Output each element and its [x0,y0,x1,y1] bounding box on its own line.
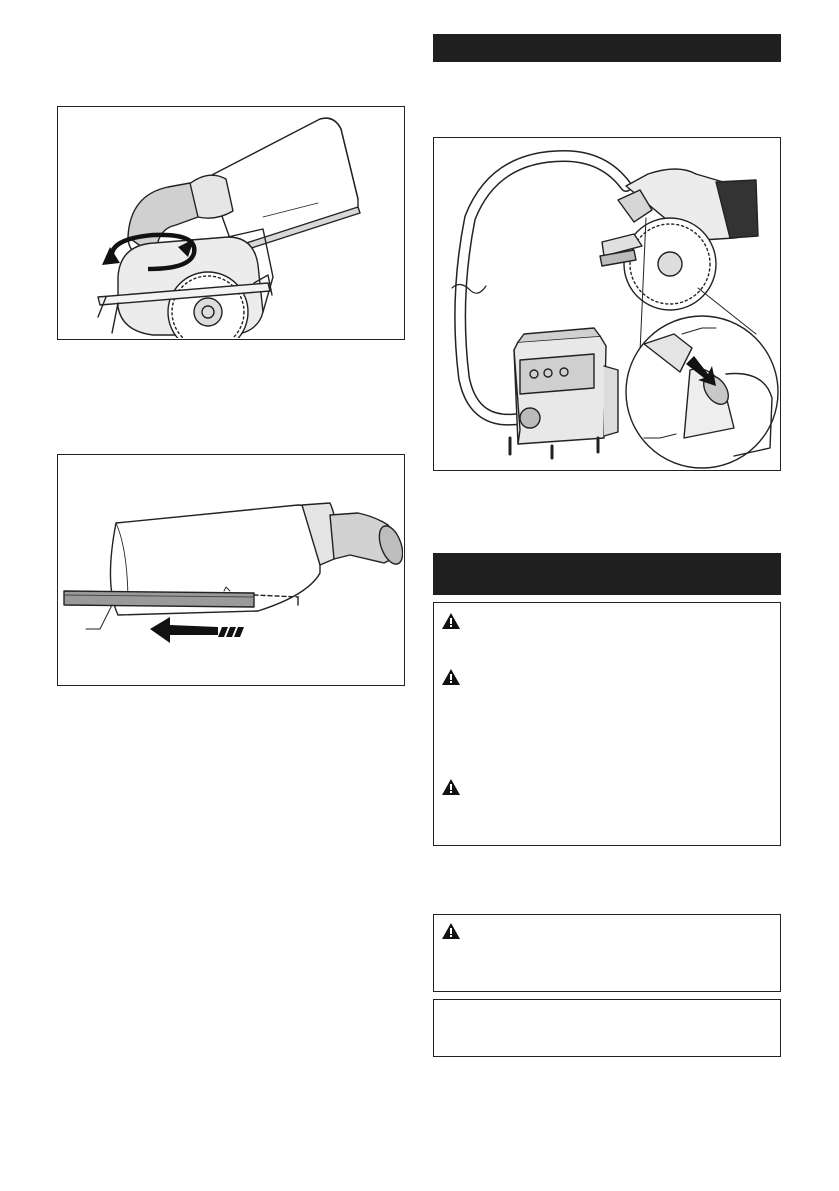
warning-triangle-icon [442,613,460,629]
section-heading-bar-middle [433,553,781,595]
insert-arrow-icon [150,617,244,643]
vacuum-cleaner-connection-figure [433,137,781,471]
warning-triangle-icon [442,923,460,939]
dust-nozzle-rotation-figure [57,106,405,340]
warning-triangle-icon [442,669,460,685]
warning-triangle-icon [442,779,460,795]
section-heading-bar-top [433,34,781,62]
warning-box-secondary [433,914,781,992]
note-box [433,999,781,1057]
warning-box-main [433,602,781,846]
dust-bag-slide-figure [57,454,405,686]
